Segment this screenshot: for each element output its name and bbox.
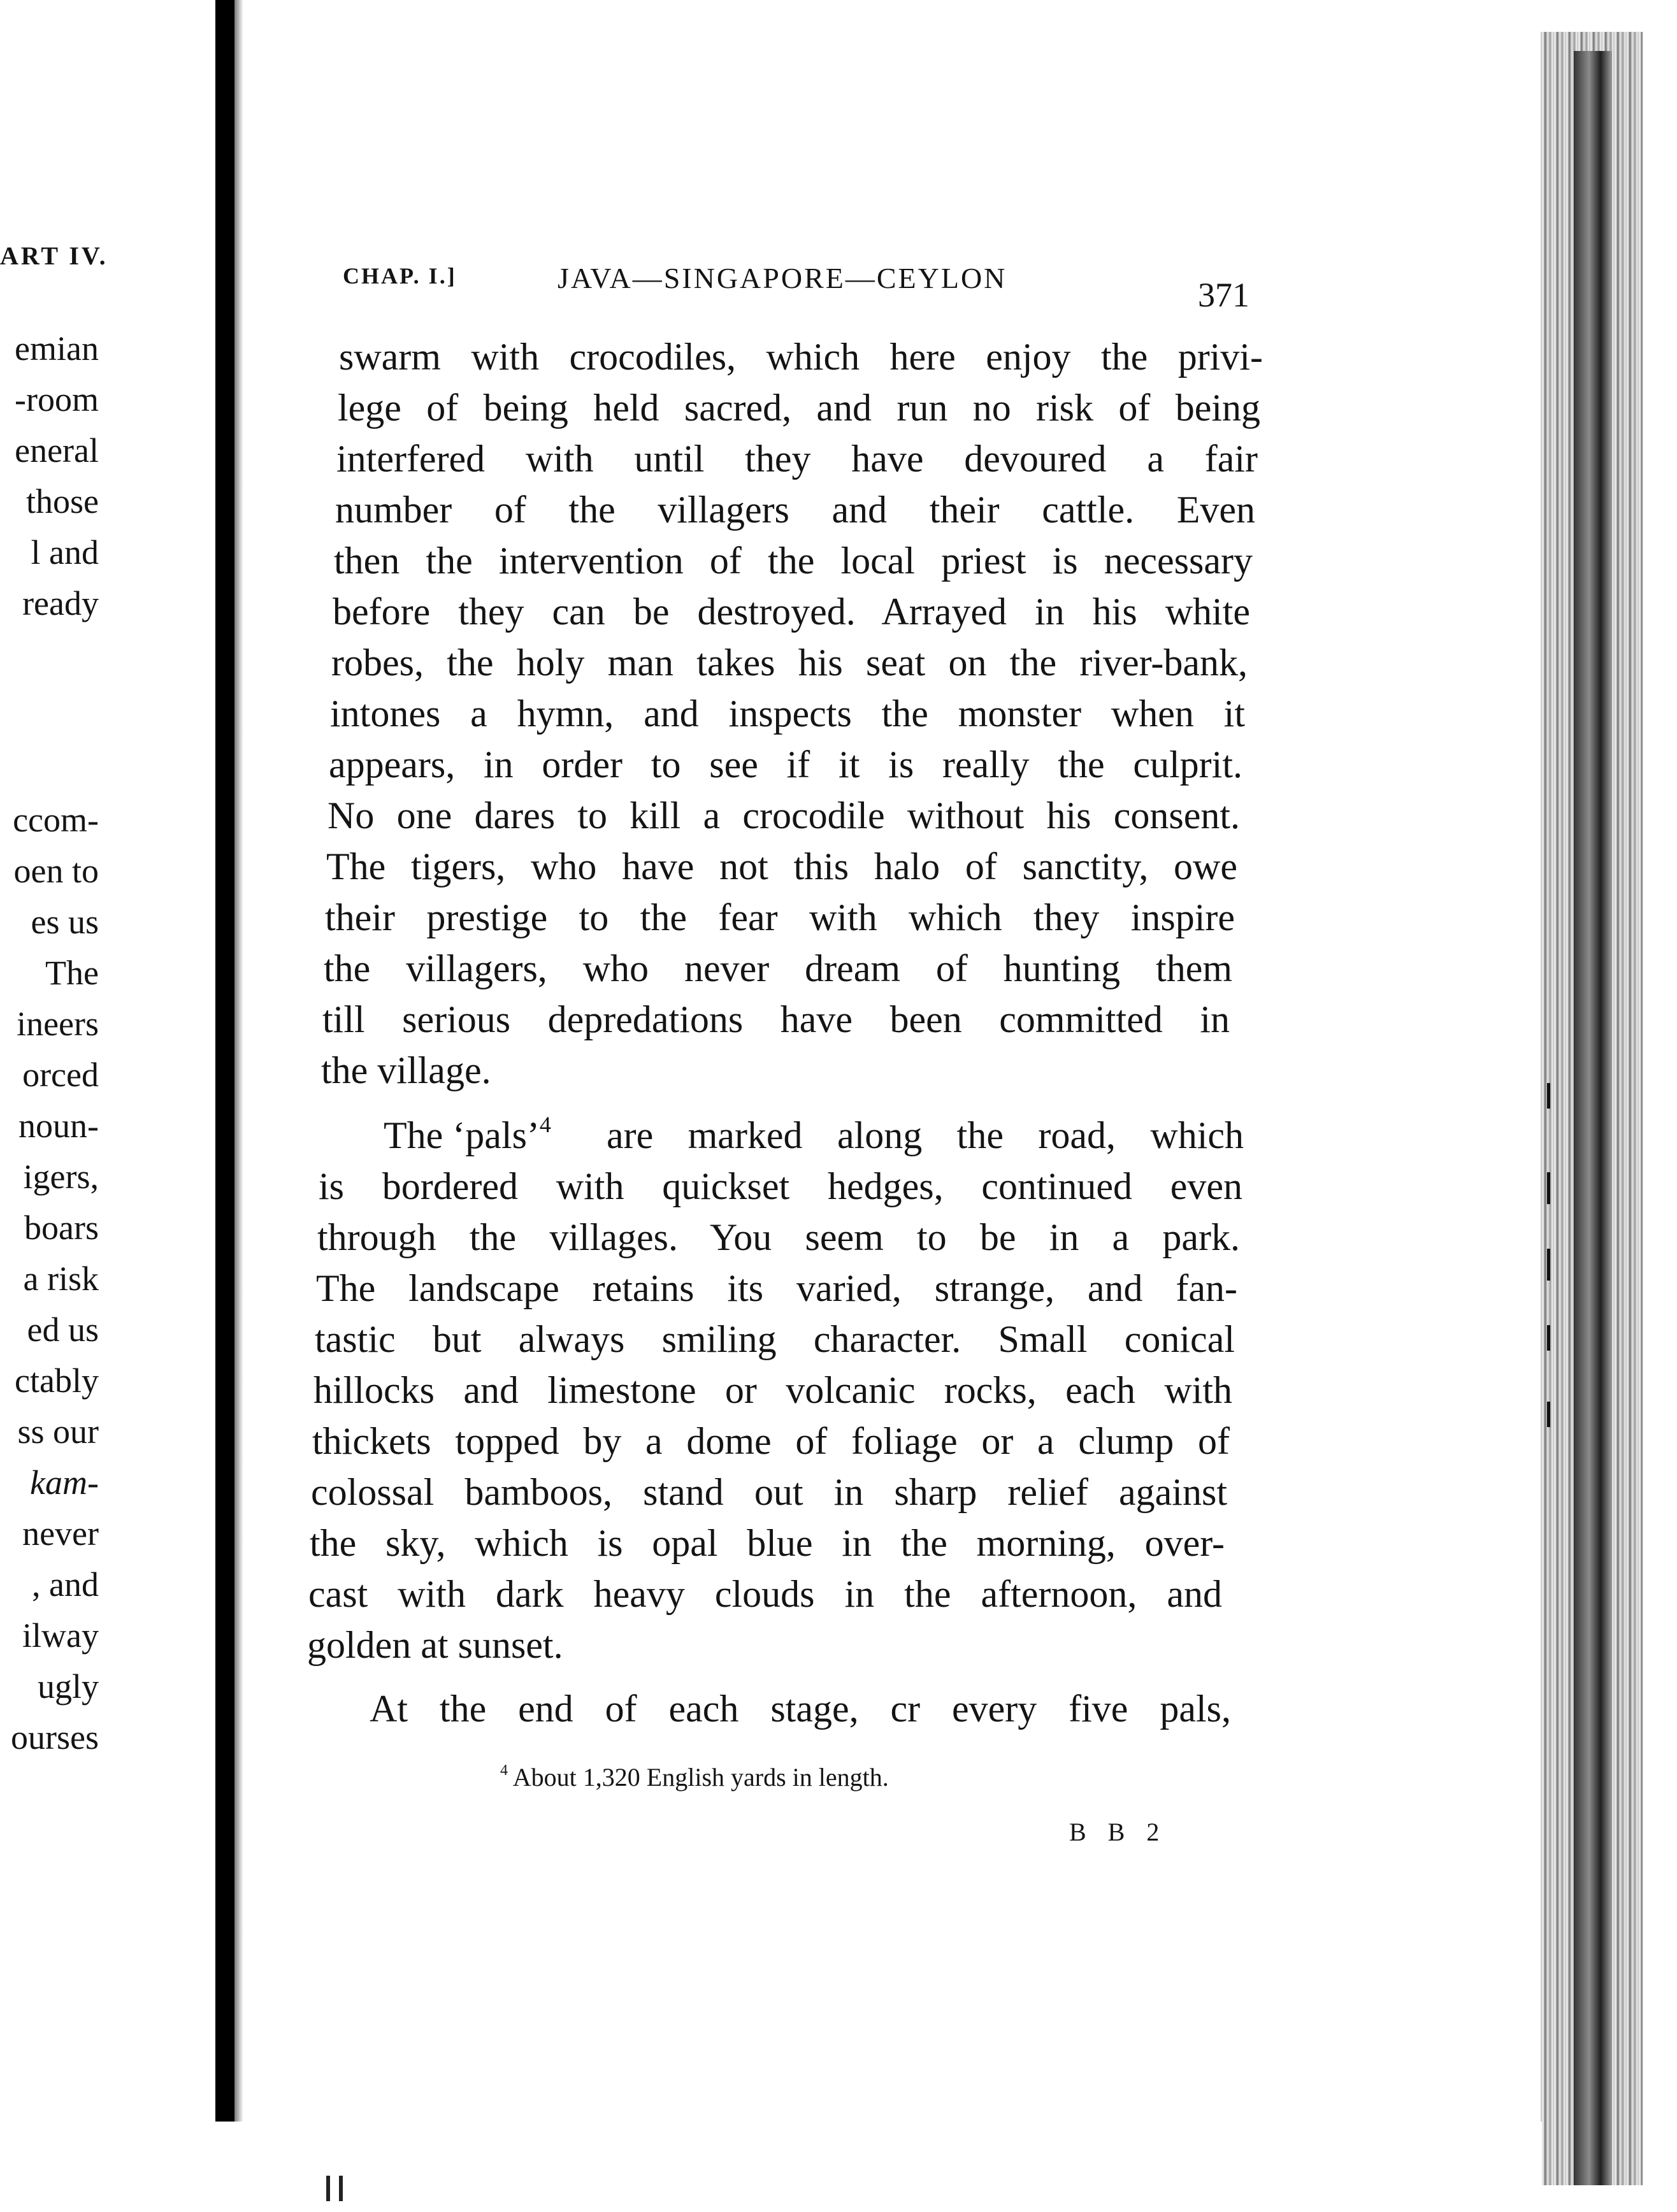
running-head-title: JAVA—SINGAPORE—CEYLON bbox=[558, 262, 1007, 294]
left-text-line: never bbox=[22, 1514, 99, 1553]
left-text-line-italic: kam- bbox=[30, 1463, 99, 1502]
text-line: cast with dark heavy clouds in the afternoon, and bbox=[308, 1573, 1222, 1615]
edge-mark bbox=[1547, 1402, 1550, 1427]
text-line: colossal bamboos, stand out in sharp relief against bbox=[311, 1471, 1227, 1513]
left-text-line: -room bbox=[15, 380, 99, 419]
left-text-line: ctably bbox=[15, 1361, 99, 1400]
text-line: thickets topped by a dome of foliage or a clump of bbox=[312, 1420, 1230, 1462]
footnote bbox=[500, 1762, 889, 1792]
text-line: interfered with until they have devoured a fair bbox=[336, 438, 1258, 480]
left-text-line: a risk bbox=[23, 1260, 99, 1298]
text-line: No one dares to kill a crocodile without his consent. bbox=[327, 794, 1240, 837]
left-text-line: noun- bbox=[18, 1107, 99, 1145]
left-text-line: oen to bbox=[13, 852, 99, 890]
signature-mark: B B 2 bbox=[1069, 1818, 1167, 1846]
text-line: intones a hymn, and inspects the monster when it bbox=[330, 693, 1245, 735]
pals-quote: The ‘pals’ bbox=[384, 1114, 540, 1156]
left-text-line: orced bbox=[22, 1056, 99, 1094]
text-line: the villagers, who never dream of hunting them bbox=[324, 947, 1232, 989]
footnote-marker: 4 bbox=[500, 1762, 508, 1779]
left-text-line: boars bbox=[24, 1209, 99, 1247]
page-bottom-margin bbox=[0, 2122, 1542, 2212]
left-text-line: ourses bbox=[11, 1718, 99, 1756]
left-running-head: ART IV. bbox=[0, 241, 108, 270]
scan-mark bbox=[326, 2176, 330, 2201]
text-line: robes, the holy man takes his seat on the river-bank, bbox=[331, 642, 1248, 684]
text-line: golden at sunset. bbox=[307, 1624, 563, 1666]
gutter-shadow bbox=[234, 0, 243, 2212]
footnote-text: About 1,320 English yards in length. bbox=[512, 1763, 889, 1792]
left-text-line: igers, bbox=[23, 1158, 99, 1196]
text-line: number of the villagers and their cattle. Even bbox=[335, 489, 1255, 531]
left-text-line: , and bbox=[32, 1565, 99, 1604]
book-gutter bbox=[215, 0, 234, 2212]
text-line: are marked along the road, which bbox=[607, 1114, 1244, 1156]
left-text-line: The bbox=[45, 954, 99, 992]
left-text-line: ss our bbox=[17, 1412, 99, 1451]
left-text-line: es us bbox=[31, 903, 99, 941]
text-line: the village. bbox=[321, 1049, 491, 1091]
left-text-line: l and bbox=[31, 533, 99, 571]
text-line: then the intervention of the local priest is necessary bbox=[334, 540, 1253, 582]
edge-mark bbox=[1547, 1325, 1550, 1351]
page-edge-shadow bbox=[1574, 51, 1612, 2185]
text-line: through the villages. You seem to be in a park. bbox=[317, 1216, 1240, 1258]
running-head-chapter: CHAP. I.] bbox=[343, 263, 457, 289]
left-text-line: ready bbox=[22, 584, 99, 622]
text-line: before they can be destroyed. Arrayed in his white bbox=[333, 591, 1250, 633]
text-line: is bordered with quickset hedges, continued even bbox=[319, 1165, 1242, 1207]
main-page bbox=[243, 0, 1486, 2212]
left-text-line: ed us bbox=[27, 1311, 99, 1349]
left-text-line: ineers bbox=[17, 1005, 99, 1043]
text-line: tastic but always smiling character. Small conical bbox=[315, 1318, 1235, 1360]
scan-mark bbox=[339, 2176, 343, 2201]
text-line: hillocks and limestone or volcanic rocks, each with bbox=[313, 1369, 1232, 1411]
text-line: lege of being held sacred, and run no risk of being bbox=[338, 387, 1260, 429]
page-number: 371 bbox=[1198, 276, 1249, 314]
text-line: At the end of each stage, cr every five pals, bbox=[370, 1688, 1231, 1730]
left-text-line: ccom- bbox=[13, 801, 99, 839]
text-line: the sky, which is opal blue in the morning, over- bbox=[310, 1522, 1225, 1564]
text-line: till serious depredations have been committed in bbox=[322, 998, 1230, 1040]
text-line: The tigers, who have not this halo of sanctity, owe bbox=[326, 845, 1237, 887]
text-line: swarm with crocodiles, which here enjoy the privi- bbox=[339, 336, 1263, 378]
footnote-reference[interactable]: 4 bbox=[539, 1111, 551, 1137]
left-text-line: eneral bbox=[15, 431, 99, 470]
text-line: The landscape retains its varied, strange, and fan- bbox=[316, 1267, 1237, 1309]
left-text-line: emian bbox=[15, 329, 99, 368]
edge-mark bbox=[1547, 1083, 1550, 1109]
text-line: their prestige to the fear with which they inspire bbox=[325, 896, 1235, 938]
edge-mark bbox=[1547, 1172, 1550, 1204]
paragraph-lead bbox=[384, 1111, 551, 1156]
left-text-line: ugly bbox=[37, 1667, 99, 1706]
left-facing-page bbox=[0, 0, 213, 2122]
edge-mark bbox=[1547, 1249, 1550, 1281]
left-text-line: ilway bbox=[22, 1616, 99, 1655]
left-text-line: those bbox=[26, 482, 99, 521]
text-line: appears, in order to see if it is really the culprit. bbox=[329, 743, 1242, 786]
